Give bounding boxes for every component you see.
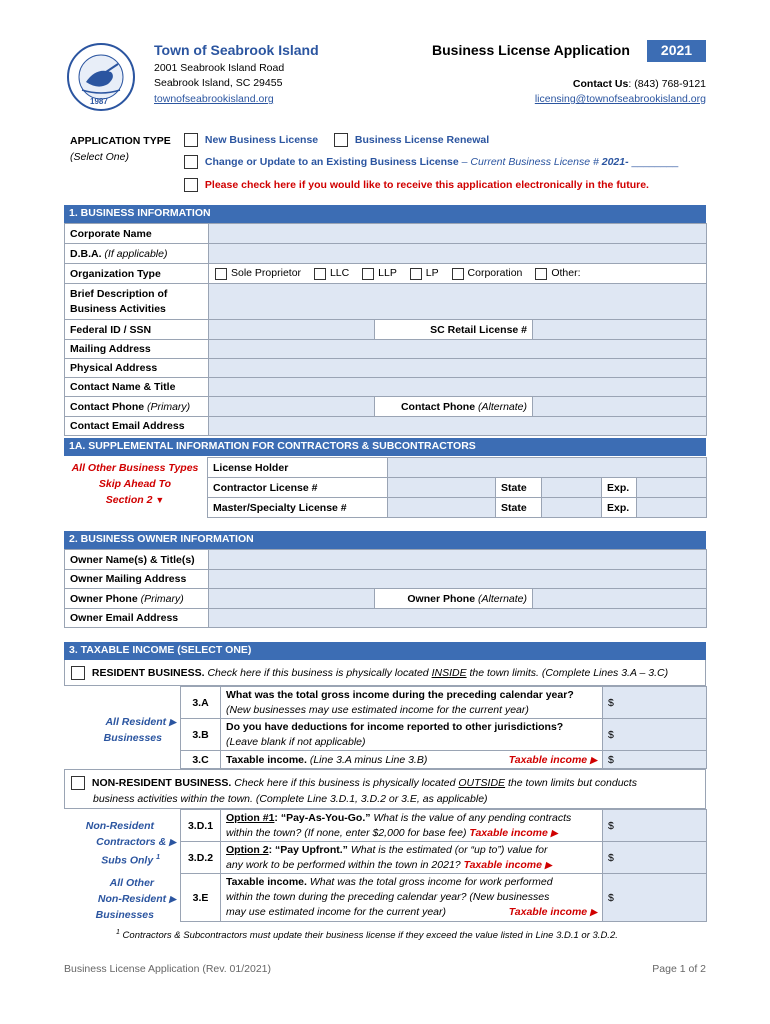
skip-note-section: Section 2 [105,494,153,506]
opt1-line-1 [226,811,597,826]
org-sole-checkbox[interactable] [215,268,227,280]
contractor-exp-field[interactable] [637,478,707,498]
e-line-2: within the town during the preceding calendar year? (New businesses [226,891,550,903]
owner-phone-label: Owner Phone [70,592,138,605]
resident-text-1: Check here if this business is physically located [204,666,432,679]
nr-contr-text-3: Subs Only [101,854,157,867]
taxable-income-text: Taxable income [508,753,588,766]
opt1-label: Option #1 [226,811,275,824]
brief-desc-line-1: Brief Description of [70,287,168,300]
skip-ahead-note [64,460,206,508]
contact-phone-label-cell [65,397,209,417]
opt2-line-2 [226,858,597,873]
all-resident-line-1 [64,714,176,730]
line-3e-question [221,874,603,922]
contact-email-link[interactable]: licensing@townofseabrookisland.org [534,93,706,105]
sc-retail-field[interactable] [533,320,707,340]
contact-phone-label: Contact Phone [70,400,145,413]
owner-phone-label-cell [65,589,209,609]
arrow-right-icon: ▶ [169,717,176,727]
owner-phone-field[interactable] [209,589,375,609]
contact-phone-alt-field[interactable] [533,397,707,417]
org-lp-checkbox[interactable] [410,268,422,280]
arrow-right-icon: ▶ [169,894,176,904]
dollar-sign: $ [608,891,614,904]
opt-new-license[interactable] [184,133,318,147]
owner-phone-alternate: (Alternate) [475,592,527,605]
opt-renewal[interactable] [334,133,489,147]
section-3-header: 3. TAXABLE INCOME (SELECT ONE) [64,642,706,660]
resident-row [64,660,706,686]
skip-note-line-2: Skip Ahead To [98,478,172,490]
master-license-label: Master/Specialty License # [208,498,388,518]
dba-note: (If applicable) [101,247,168,260]
nonresident-text-2: the town limits but conducts [505,777,637,789]
org-corp-label: Corporation [467,267,523,280]
resident-checkbox[interactable] [71,666,85,680]
line-3d1-num: 3.D.1 [181,810,221,842]
e-line-3 [226,905,597,920]
federal-id-field[interactable] [209,320,375,340]
nonresident-text-1: Check here if this business is physically located [231,777,459,789]
section-2-header: 2. BUSINESS OWNER INFORMATION [64,531,706,549]
org-sole-label: Sole Proprietor [231,267,302,280]
nonresident-label: NON-RESIDENT BUSINESS. [91,777,232,789]
contractor-state-label: State [496,478,542,498]
opt1-text-2: within the town? (If none, enter $2,000 for base fee) [226,826,467,839]
line-3c-question [221,751,603,769]
owner-mailing-label: Owner Mailing Address [65,570,209,589]
org-llp-checkbox[interactable] [362,268,374,280]
line-3e-amount[interactable] [603,874,707,922]
q3b-note: (Leave blank if not applicable) [226,735,366,748]
footnote [116,929,618,941]
line-3a-amount[interactable] [603,687,707,719]
opt-renewal-label: Business License Renewal [354,134,490,146]
org-other-label: Other: [551,267,581,280]
town-seal [66,42,136,112]
taxable-income-tag [509,754,597,766]
physical-address-label: Physical Address [65,359,209,378]
dba-label: D.B.A. [70,247,102,260]
form-title: Business License Application [432,42,630,58]
contractor-license-label: Contractor License # [208,478,388,498]
dollar-sign: $ [608,728,614,741]
contact-name-label: Contact Name & Title [65,378,209,397]
contractor-license-field[interactable] [388,478,496,498]
nr-other-label [64,875,176,923]
org-llc-checkbox[interactable] [314,268,326,280]
owner-phone-primary: (Primary) [137,592,184,605]
resident-inside: INSIDE [431,666,467,679]
org-type-label: Organization Type [65,264,209,284]
mailing-address-field[interactable] [209,340,707,359]
opt-change-num: 2021- [601,156,629,168]
line-3a-num: 3.A [181,687,221,719]
e-line-1 [226,875,597,890]
line-3d2-question [221,842,603,874]
owner-email-label: Owner Email Address [65,609,209,628]
owner-phone-alt-field[interactable] [533,589,707,609]
opt-new-label: New Business License [204,134,319,146]
e-text-1: What was the total gross income for work performed [306,876,553,888]
line-3a-question [221,687,603,719]
owner-email-field[interactable] [209,609,707,628]
nonresident-line-1 [71,775,699,791]
nr-contr-line-1: Non-Resident [85,820,154,832]
owner-names-field[interactable] [209,550,707,570]
arrow-right-icon: ▶ [590,907,597,917]
taxable-income-tag [469,827,557,839]
contact-phone-primary: (Primary) [144,400,191,413]
dollar-sign: $ [608,819,614,832]
contractor-table [207,457,707,518]
contractor-exp-label: Exp. [602,478,637,498]
line-3d2-num: 3.D.2 [181,842,221,874]
contact-email-field[interactable] [209,417,707,436]
q3b-text: Do you have deductions for income reported to other jurisdictions? [226,720,564,733]
contractor-state-field[interactable] [542,478,602,498]
section-1-header: 1. BUSINESS INFORMATION [64,205,706,223]
nr-other-line-2 [64,891,176,907]
dollar-sign: $ [608,851,614,864]
opt2-text-1: What is the estimated (or “up to”) value for [347,843,548,856]
arrow-down-icon: ▼ [155,495,165,505]
federal-id-label: Federal ID / SSN [65,320,209,340]
opt-change-checkbox[interactable] [184,155,198,169]
e-text-3: may use estimated income for the current year) [226,906,447,918]
opt2-text-2: any work to be performed within the town in 2021? [226,858,461,871]
corporate-name-label: Corporate Name [65,224,209,244]
master-exp-field[interactable] [637,498,707,518]
line-3b-num: 3.B [181,719,221,751]
physical-address-field[interactable] [209,359,707,378]
master-exp-label: Exp. [602,498,637,518]
business-info-table [64,223,707,436]
footnote-text: Contractors & Subcontractors must update their business license if they exceed the value listed in Line 3.D.1 or 3.D.2. [119,930,618,942]
dollar-sign: $ [608,696,614,709]
contact-phone-alt-label: Contact Phone [400,400,476,413]
resident-income-table [180,686,707,769]
opt1-text-1: What is the value of any pending contracts [370,811,572,824]
contact-phone-alternate: (Alternate) [475,400,527,413]
opt-electronic-checkbox[interactable] [184,178,198,192]
opt2-title: : “Pay Upfront.” [268,843,348,856]
contact-phone: : (843) 768-9121 [628,78,706,90]
skip-note-line-3 [64,492,206,508]
org-other-checkbox[interactable] [535,268,547,280]
q3c-note: (Line 3.A minus Line 3.B) [306,753,428,766]
nonresident-outside: OUTSIDE [458,777,506,789]
resident-text-2: the town limits. (Complete Lines 3.A – 3.C) [466,666,669,679]
contact-name-field[interactable] [209,378,707,397]
q3c-text: Taxable income. [226,753,307,766]
footnote-ref: 1 [156,854,160,861]
owner-names-label: Owner Name(s) & Title(s) [65,550,209,570]
line-3c-num: 3.C [181,751,221,769]
nonresident-checkbox[interactable] [71,776,85,790]
corporate-name-field[interactable] [209,224,707,244]
nr-contractors-label [64,818,176,869]
resident-label: RESIDENT BUSINESS. [91,666,205,679]
nonresident-row [64,769,706,809]
org-corp-checkbox[interactable] [452,268,464,280]
line-3e-num: 3.E [181,874,221,922]
contact-label: Contact Us [572,78,629,90]
line-3d2-amount[interactable] [603,842,707,874]
nonresident-income-table [180,809,707,922]
dollar-sign: $ [608,753,614,766]
website-link[interactable]: townofseabrookisland.org [154,93,274,105]
master-state-field[interactable] [542,498,602,518]
line-3d1-question [221,810,603,842]
footer-page-number: Page 1 of 2 [652,963,706,975]
org-type-options [209,264,707,284]
form-year-badge: 2021 [647,40,706,62]
opt-change[interactable] [184,155,678,169]
contact-phone-field[interactable] [209,397,375,417]
app-type-sublabel: (Select One) [70,151,129,163]
all-resident-text-1: All Resident [105,716,167,728]
nr-other-line-1: All Other [109,877,154,889]
arrow-right-icon: ▶ [544,859,552,870]
footer-left: Business License Application (Rev. 01/2021) [64,963,272,975]
q3a-text: What was the total gross income during the preceding calendar year? [226,688,574,701]
org-llp-label: LLP [378,267,397,280]
line-3d1-amount[interactable] [603,810,707,842]
address-line-1: 2001 Seabrook Island Road [154,62,285,74]
all-resident-line-2: Businesses [103,732,162,744]
nr-contr-text-2: Contractors & [96,836,167,848]
contact-line [573,78,706,90]
dba-field[interactable] [209,244,707,264]
opt1-line-2 [226,826,597,841]
opt-change-label: Change or Update to an Existing Business License [204,156,459,168]
seal-year: 1987 [90,97,108,106]
owner-mailing-field[interactable] [209,570,707,589]
brief-desc-line-2: Business Activities [70,302,166,315]
opt-new-checkbox[interactable] [184,133,198,147]
arrow-right-icon: ▶ [590,754,597,765]
nr-contr-line-2 [64,834,176,850]
app-type-label: APPLICATION TYPE [70,135,171,147]
brief-desc-field[interactable] [209,284,707,320]
org-llc-label: LLC [329,267,350,280]
org-lp-label: LP [425,267,439,280]
opt2-line-1 [226,843,597,858]
owner-phone-alt-label: Owner Phone [407,592,476,605]
license-holder-label: License Holder [208,458,388,478]
taxable-income-text: Taxable income [463,858,542,871]
org-name: Town of Seabrook Island [154,42,319,58]
opt-change-suffix: – Current Business License # [458,156,602,168]
nonresident-line-2: business activities within the town. (Complete Line 3.D.1, 3.D.2 or 3.E, as applicable) [93,793,488,805]
nr-contr-line-3 [64,850,160,869]
line-3c-amount[interactable] [603,751,707,769]
dba-label-cell [65,244,209,264]
opt-electronic[interactable] [184,178,649,192]
opt-change-blank[interactable]: ________ [628,156,679,168]
nr-other-text-2: Non-Resident [97,893,167,905]
q3a-note: (New businesses may use estimated income for the current year) [226,703,529,716]
opt1-title: : “Pay-As-You-Go.” [274,811,371,824]
contact-phone-alt-label-cell [375,397,533,417]
address-line-2: Seabrook Island, SC 29455 [154,77,283,89]
license-holder-field[interactable] [388,458,707,478]
master-state-label: State [496,498,542,518]
arrow-right-icon: ▶ [169,837,176,847]
brief-desc-label [65,284,209,320]
skip-note-line-1: All Other Business Types [71,462,199,474]
opt-electronic-label: Please check here if you would like to receive this application electronically in the future. [204,179,649,191]
all-resident-label [64,714,176,746]
opt-renewal-checkbox[interactable] [334,133,348,147]
owner-phone-alt-label-cell [375,589,533,609]
master-license-field[interactable] [388,498,496,518]
nr-other-line-3: Businesses [95,909,154,921]
taxable-income-text: Taxable income [508,906,588,918]
line-3b-question [221,719,603,751]
mailing-address-label: Mailing Address [65,340,209,359]
arrow-right-icon: ▶ [550,827,558,838]
sc-retail-label: SC Retail License # [375,320,533,340]
opt2-label: Option 2 [226,843,269,856]
owner-info-table [64,549,707,628]
e-bold: Taxable income. [226,876,307,888]
taxable-income-tag [464,859,552,871]
taxable-income-text: Taxable income [469,826,548,839]
taxable-income-tag [509,905,597,920]
line-3b-amount[interactable] [603,719,707,751]
footnote-num: 1 [116,929,120,936]
section-1a-header: 1A. SUPPLEMENTAL INFORMATION FOR CONTRACTORS & SUBCONTRACTORS [64,438,706,456]
contact-email-label: Contact Email Address [65,417,209,436]
